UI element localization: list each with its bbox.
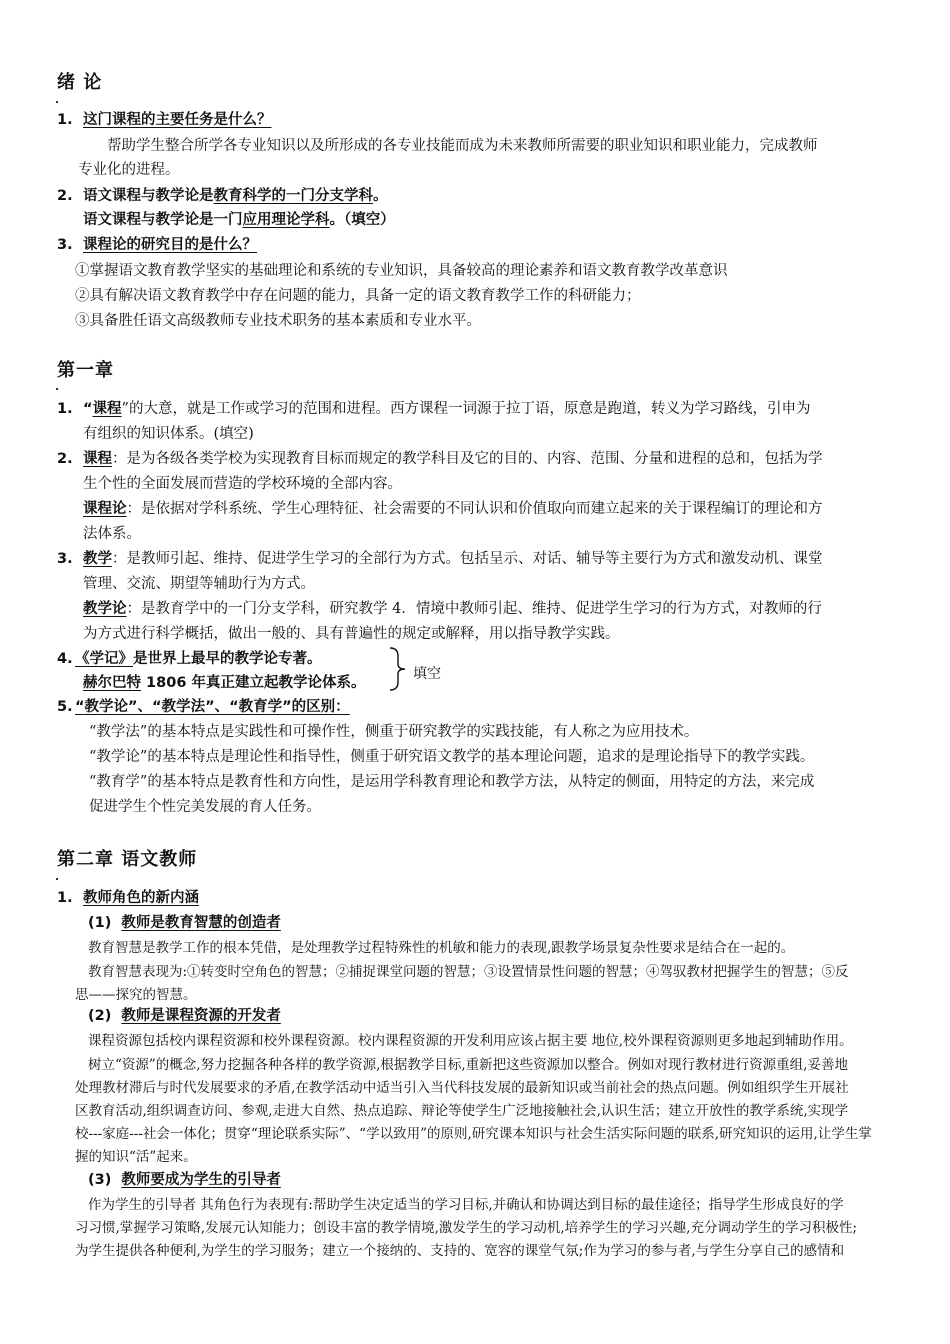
ch1-item-3b: 教学论：是教育学中的一门分支学科，研究教学 4．情境中教师引起、维持、促进学生学习的行为方式，对教师的行 — [83, 601, 822, 617]
bullet-marker — [56, 878, 58, 880]
ch1-item-3-cont: 管理、交流、期望等辅助行为方式。 — [83, 576, 315, 592]
question-2-fill: 语文课程与教学论是一门应用理论学科。（填空） — [83, 212, 395, 228]
answer-line: 作为学生的引导者 其角色行为表现有:帮助学生决定适当的学习目标,并确认和协调达到目标的最佳途径；指导学生形成良好的学 — [88, 1197, 844, 1213]
ch1-item-2b-cont: 法体系。 — [83, 526, 141, 542]
answer-line: 处理教材滞后与时代发展要求的矛盾,在教学活动中适当引入当代科技发展的最新知识或当前社会的热点问题。例如组织学生开展社 — [75, 1080, 849, 1096]
section-title-ch2: 第二章 语文教师 — [57, 849, 198, 870]
answer-line: 课程资源包括校内课程资源和校外课程资源。校内课程资源的开发利用应该占据主要 地位,校外课程资源则更多地起到辅助作用。 — [88, 1033, 853, 1049]
answer-line: “教学法”的基本特点是实践性和可操作性，侧重于研究教学的实践技能，有人称之为应用技术。 — [89, 724, 699, 740]
ch1-item-4b: 赫尔巴特 1806 年真正建立起教学论体系。 — [83, 675, 366, 691]
ch2-subitem-1: (1) 教师是教育智慧的创造者 — [88, 915, 281, 931]
answer-line: 专业化的进程。 — [78, 162, 180, 178]
fill-blank-note: 填空 — [413, 666, 441, 682]
ch2-item-1: 1. 教师角色的新内涵 — [57, 890, 199, 906]
answer-line: 为学生提供各种便利,为学生的学习服务；建立一个接纳的、支持的、宽容的课堂气氛;作为学习的参与者,与学生分享自己的感情和 — [75, 1243, 845, 1259]
ch1-item-2: 2. 课程：是为各级各类学校为实现教育目标而规定的教学科目及它的目的、内容、范围、分量和进程的总和，包括为学 — [57, 451, 823, 467]
answer-line: 区教育活动,组织调查访问、参观,走进大自然、热点追踪、辩论等使学生广泛地接触社会,认识生活；建立开放性的教学系统,实现学 — [75, 1103, 849, 1119]
ch1-item-4: 4. 《学记》是世界上最早的教学论专著。 — [57, 651, 322, 667]
answer-line: “教学论”的基本特点是理论性和指导性，侧重于研究语文教学的基本理论问题，追求的是理论指导下的教学实践。 — [89, 749, 815, 765]
answer-line: 校---家庭---社会一体化；贯穿“理论联系实际”、“学以致用”的原则,研究课本知识与社会生活实际问题的联系,研究知识的运用,让学生掌 — [75, 1126, 872, 1142]
curly-brace-icon — [387, 646, 409, 692]
ch1-item-5: 5. “教学论”、“教学法”、“教育学”的区别： — [57, 699, 350, 715]
bullet-marker — [56, 388, 58, 390]
answer-line: 习习惯,掌握学习策略,发展元认知能力；创设丰富的教学情境,激发学生的学习动机,培养学生的学习兴趣,充分调动学生的学习积极性; — [75, 1220, 858, 1236]
answer-line: ②具有解决语文教育教学中存在问题的能力，具备一定的语文教育教学工作的科研能力； — [75, 288, 641, 304]
answer-line: “教育学”的基本特点是教育性和方向性，是运用学科教育理论和教学方法，从特定的侧面，用特定的方法，来完成 — [89, 774, 815, 790]
ch1-item-2b: 课程论：是依据对学科系统、学生心理特征、社会需要的不同认识和价值取向而建立起来的关于课程编订的理论和方 — [83, 501, 823, 517]
ch2-subitem-3: (3) 教师要成为学生的引导者 — [88, 1172, 281, 1188]
answer-line: 帮助学生整合所学各专业知识以及所形成的各专业技能而成为未来教师所需要的职业知识和职业能力，完成教师 — [107, 138, 818, 154]
answer-line: ③具备胜任语文高级教师专业技术职务的基本素质和专业水平。 — [75, 313, 481, 329]
section-title-ch1: 第一章 — [57, 360, 114, 381]
question-1: 1. 这门课程的主要任务是什么？ — [57, 112, 272, 128]
ch2-subitem-2: (2) 教师是课程资源的开发者 — [88, 1008, 281, 1024]
ch1-item-1: 1. “课程”的大意，就是工作或学习的范围和进程。西方课程一词源于拉丁语，原意是跑道，转义为学习路线，引申为 — [57, 401, 811, 417]
ch1-item-2-cont: 生个性的全面发展而营造的学校环境的全部内容。 — [83, 476, 402, 492]
ch1-item-3b-cont: 为方式进行科学概括，做出一般的、具有普遍性的规定或解释，用以指导教学实践。 — [83, 626, 620, 642]
answer-line: 握的知识“活”起来。 — [75, 1149, 197, 1165]
ch1-item-1-cont: 有组织的知识体系。(填空) — [83, 426, 254, 442]
answer-line: 树立“资源”的概念,努力挖掘各种各样的教学资源,根据教学目标,重新把这些资源加以整合。例如对现行教材进行资源重组,妥善地 — [88, 1057, 848, 1073]
answer-line: 促进学生个性完美发展的育人任务。 — [89, 799, 321, 815]
bullet-marker — [56, 101, 58, 103]
ch1-item-3: 3. 教学：是教师引起、维持、促进学生学习的全部行为方式。包括呈示、对话、辅导等主要行为方式和激发动机、课堂 — [57, 551, 823, 567]
answer-line: 教育智慧是教学工作的根本凭借，是处理教学过程特殊性的机敏和能力的表现,跟教学场景复杂性要求是结合在一起的。 — [88, 940, 795, 956]
answer-line: 思——探究的智慧。 — [75, 987, 197, 1003]
question-3: 3. 课程论的研究目的是什么？ — [57, 237, 257, 253]
answer-line: 教育智慧表现为:①转变时空角色的智慧；②捕捉课堂问题的智慧；③设置情景性问题的智慧；④驾驭教材把握学生的智慧；⑤反 — [88, 964, 849, 980]
question-2: 2. 语文课程与教学论是教育科学的一门分支学科。 — [57, 188, 388, 204]
answer-line: ①掌握语文教育教学坚实的基础理论和系统的专业知识，具备较高的理论素养和语文教育教学改革意识 — [75, 263, 728, 279]
section-title-intro: 绪 论 — [57, 72, 103, 93]
